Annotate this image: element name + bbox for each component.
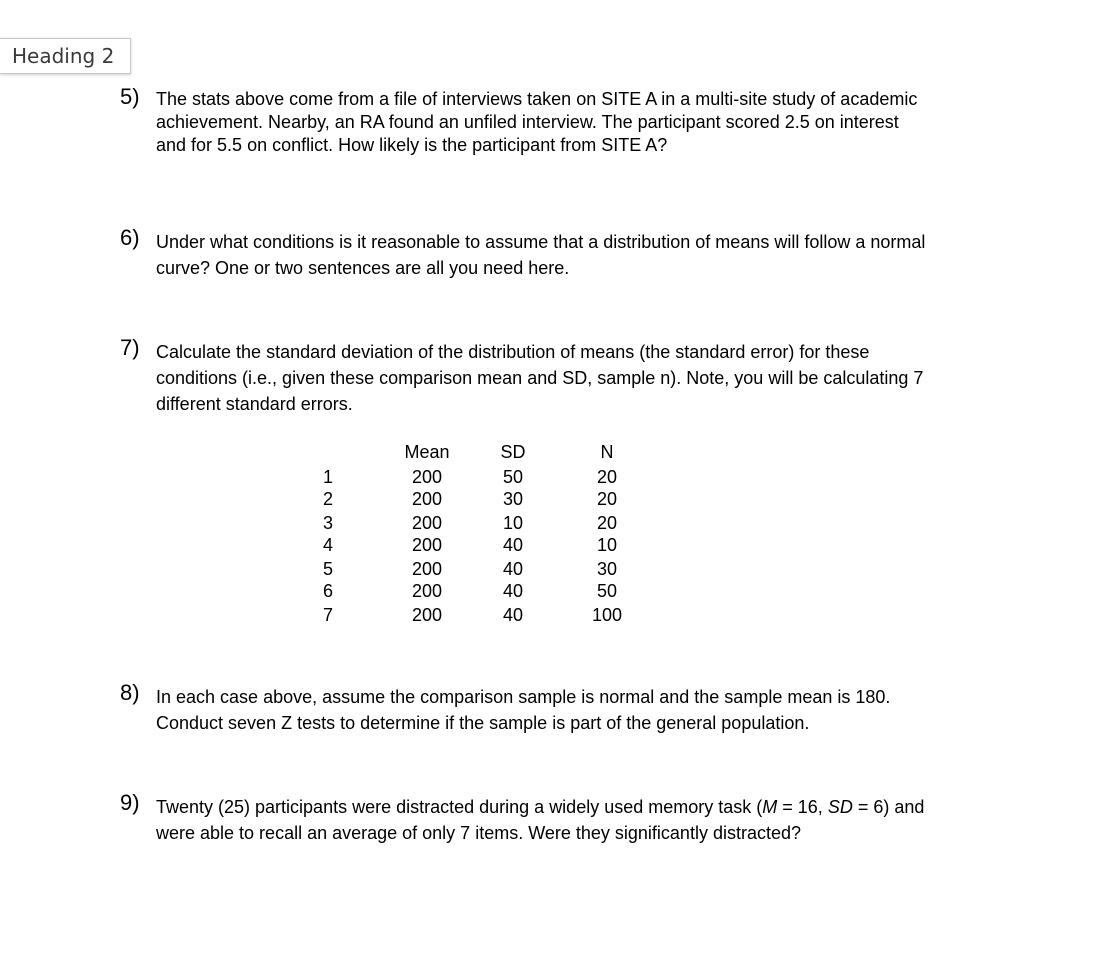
question-line: curve? One or two sentences are all you need here. — [156, 258, 570, 278]
text-segment: = 6) and — [852, 797, 925, 817]
table-row-id: 2 — [322, 489, 334, 509]
table-cell-sd: 30 — [502, 489, 524, 509]
table-cell-mean: 200 — [411, 535, 443, 555]
question-text — [156, 684, 1056, 736]
text-segment: Twenty (25) participants were distracted during a widely used memory task ( — [156, 797, 763, 817]
table-cell-sd: 40 — [502, 581, 524, 601]
question-number: 9) — [120, 790, 140, 815]
question-text — [156, 229, 1056, 281]
table-cell-mean: 200 — [411, 467, 443, 487]
table-cell-n: 20 — [596, 489, 618, 509]
table-header-n: N — [600, 442, 614, 462]
table-cell-n: 30 — [596, 559, 618, 579]
table-row-id: 7 — [322, 605, 334, 625]
question-line: and for 5.5 on conflict. How likely is the participant from SITE A? — [156, 135, 668, 155]
table-cell-mean: 200 — [411, 513, 443, 533]
table-cell-n: 10 — [596, 535, 618, 555]
table-header-sd: SD — [500, 442, 526, 462]
table-cell-mean: 200 — [411, 605, 443, 625]
question-number: 8) — [120, 680, 140, 705]
question-number: 5) — [120, 84, 140, 109]
table-cell-sd: 10 — [502, 513, 524, 533]
question-text — [156, 794, 1056, 846]
question-line: different standard errors. — [156, 394, 353, 414]
question-line: In each case above, assume the comparison sample is normal and the sample mean is 180. — [156, 687, 891, 707]
question-number: 6) — [120, 225, 140, 250]
table-row-id: 3 — [322, 513, 334, 533]
table-cell-n: 50 — [596, 581, 618, 601]
table-cell-sd: 40 — [502, 605, 524, 625]
table-cell-sd: 40 — [502, 535, 524, 555]
table-cell-mean: 200 — [411, 581, 443, 601]
question-line: Conduct seven Z tests to determine if the sample is part of the general population. — [156, 713, 810, 733]
text-segment: = 16, — [777, 797, 828, 817]
question-text — [156, 88, 1056, 157]
table-cell-mean: 200 — [411, 559, 443, 579]
table-cell-n: 20 — [596, 467, 618, 487]
table-cell-sd: 50 — [502, 467, 524, 487]
question-line: achievement. Nearby, an RA found an unfiled interview. The participant scored 2.5 on interest — [156, 112, 899, 132]
question-text — [156, 339, 1056, 417]
question-line: conditions (i.e., given these comparison mean and SD, sample n). Note, you will be calculating 7 — [156, 368, 924, 388]
question-line: Under what conditions is it reasonable to assume that a distribution of means will follow a normal — [156, 232, 926, 252]
question-line — [156, 794, 1056, 820]
table-header-mean: Mean — [404, 442, 450, 462]
table-cell-n: 100 — [591, 605, 623, 625]
table-row-id: 5 — [322, 559, 334, 579]
table-cell-sd: 40 — [502, 559, 524, 579]
style-badge-heading-2[interactable]: Heading 2 — [0, 38, 131, 74]
table-cell-n: 20 — [596, 513, 618, 533]
table-row-id: 6 — [322, 581, 334, 601]
table-cell-mean: 200 — [411, 489, 443, 509]
m-symbol: M — [762, 797, 778, 817]
question-line: The stats above come from a file of interviews taken on SITE A in a multi-site study of academic — [156, 89, 918, 109]
question-number: 7) — [120, 335, 140, 360]
question-line: Calculate the standard deviation of the distribution of means (the standard error) for these — [156, 342, 870, 362]
table-row-id: 4 — [322, 535, 334, 555]
table-row-id: 1 — [322, 467, 334, 487]
question-line: were able to recall an average of only 7 items. Were they significantly distracted? — [156, 823, 801, 843]
sd-symbol: SD — [827, 797, 853, 817]
